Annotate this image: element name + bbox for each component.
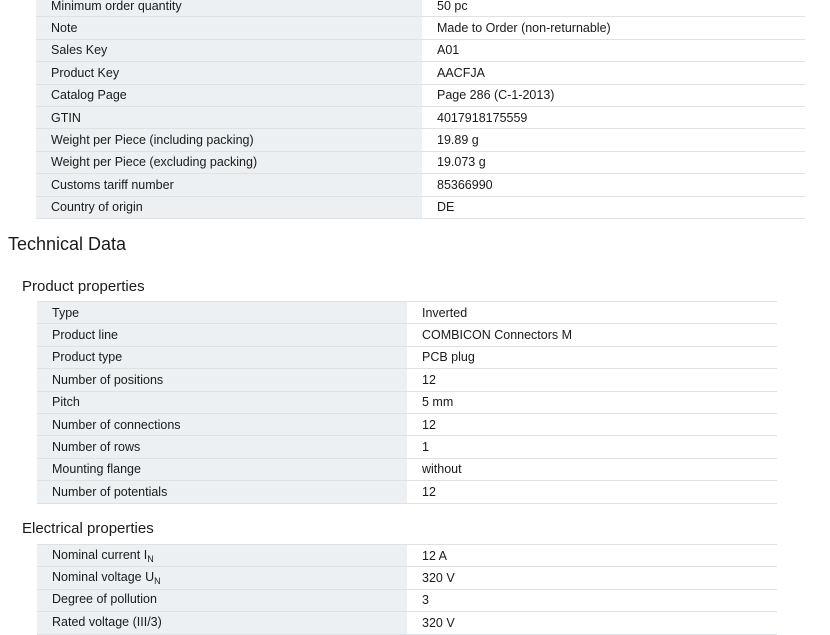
row-label xyxy=(37,589,407,611)
row-value: Made to Order (non-returnable) xyxy=(422,17,805,39)
row-label xyxy=(37,545,407,567)
table-row xyxy=(36,84,805,106)
label-subscript: N xyxy=(154,576,161,587)
row-value: 12 xyxy=(407,413,777,435)
row-label: Number of rows xyxy=(37,436,407,458)
row-label: Number of potentials xyxy=(37,481,407,503)
row-label: Product Key xyxy=(36,62,422,84)
table-row xyxy=(36,129,805,151)
row-label: Type xyxy=(37,302,407,324)
section-title-product-properties: Product properties xyxy=(22,278,145,295)
table-row xyxy=(37,324,777,346)
row-value: A01 xyxy=(422,39,805,61)
table-row xyxy=(37,567,777,589)
row-label: Sales Key xyxy=(36,39,422,61)
row-value: COMBICON Connectors M xyxy=(407,324,777,346)
label-text: Nominal current I xyxy=(52,547,148,562)
row-label: Pitch xyxy=(37,391,407,413)
row-label: Customs tariff number xyxy=(36,174,422,196)
section-title-electrical-properties: Electrical properties xyxy=(22,520,154,537)
table-row xyxy=(37,369,777,391)
table-row xyxy=(37,458,777,480)
table-row xyxy=(36,174,805,196)
row-label: Note xyxy=(36,17,422,39)
label-text: Degree of pollution xyxy=(52,592,157,607)
table-row xyxy=(36,106,805,128)
section-title-technical-data: Technical Data xyxy=(8,234,127,254)
table-row xyxy=(36,39,805,61)
label-text: Nominal voltage U xyxy=(52,570,155,585)
row-value: AACFJA xyxy=(422,62,805,84)
row-label: Minimum order quantity xyxy=(36,0,422,17)
table-row xyxy=(37,481,777,503)
row-value: 50 pc xyxy=(422,0,805,17)
row-value: 4017918175559 xyxy=(422,106,805,128)
table-row xyxy=(37,302,777,324)
table-row xyxy=(37,612,777,634)
row-value: 5 mm xyxy=(407,391,777,413)
row-value: 85366990 xyxy=(422,174,805,196)
table-row xyxy=(37,589,777,611)
label-subscript: N xyxy=(147,553,154,564)
row-label: GTIN xyxy=(36,106,422,128)
row-value: 12 A xyxy=(407,545,777,567)
row-label xyxy=(37,567,407,589)
row-value: DE xyxy=(422,196,805,218)
row-label: Number of connections xyxy=(37,413,407,435)
table-row xyxy=(37,436,777,458)
row-value: 19.073 g xyxy=(422,151,805,173)
electrical-properties-table xyxy=(37,544,777,635)
row-value: 320 V xyxy=(407,567,777,589)
row-value: PCB plug xyxy=(407,346,777,368)
row-value: 19.89 g xyxy=(422,129,805,151)
row-label: Number of positions xyxy=(37,369,407,391)
commercial-data-table xyxy=(36,0,805,219)
row-label: Catalog Page xyxy=(36,84,422,106)
row-value: Inverted xyxy=(407,302,777,324)
table-row xyxy=(37,413,777,435)
table-row xyxy=(37,391,777,413)
row-label: Product type xyxy=(37,346,407,368)
table-row xyxy=(36,62,805,84)
table-row xyxy=(37,346,777,368)
row-label: Mounting flange xyxy=(37,458,407,480)
row-label: Weight per Piece (including packing) xyxy=(36,129,422,151)
label-text: Rated voltage (III/3) xyxy=(52,614,162,629)
row-value: without xyxy=(407,458,777,480)
table-row xyxy=(36,151,805,173)
table-row xyxy=(36,0,805,17)
table-row xyxy=(37,545,777,567)
row-label: Weight per Piece (excluding packing) xyxy=(36,151,422,173)
row-label: Country of origin xyxy=(36,196,422,218)
table-row xyxy=(36,17,805,39)
row-label: Product line xyxy=(37,324,407,346)
row-value: Page 286 (C-1-2013) xyxy=(422,84,805,106)
product-properties-table xyxy=(37,301,777,504)
row-value: 320 V xyxy=(407,612,777,634)
table-row xyxy=(36,196,805,218)
row-value: 1 xyxy=(407,436,777,458)
row-label xyxy=(37,612,407,634)
row-value: 3 xyxy=(407,589,777,611)
row-value: 12 xyxy=(407,369,777,391)
row-value: 12 xyxy=(407,481,777,503)
